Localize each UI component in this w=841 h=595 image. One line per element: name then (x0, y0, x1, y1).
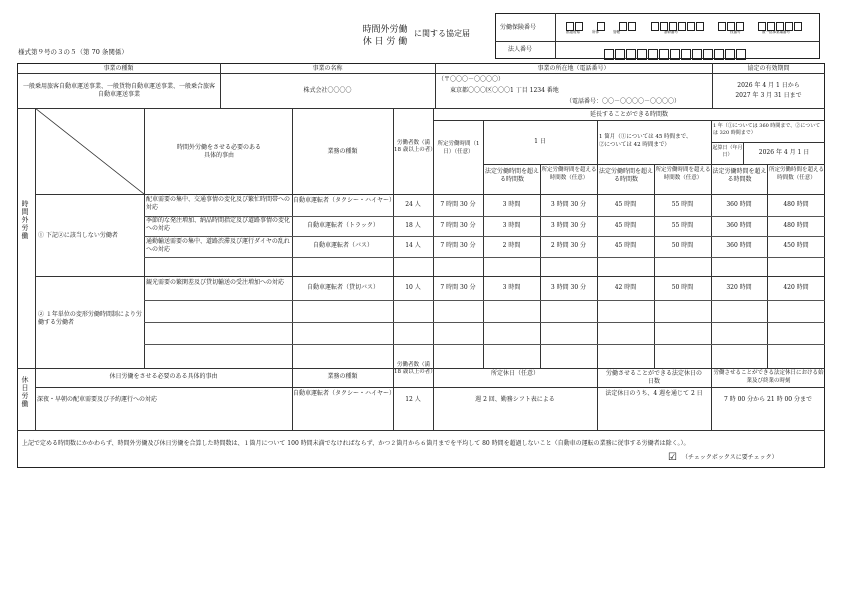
row1-statutory: 7 時間 30 分 (440, 201, 476, 208)
holiday-side-label: 休日労働 (21, 376, 29, 408)
row3-month-legal: 45 時間 (614, 242, 637, 249)
row4-month-sched: 50 時間 (671, 284, 694, 291)
row2-statutory: 7 時間 30 分 (440, 222, 476, 229)
header-business-address: 事業の所在地（電話番号） (537, 65, 610, 72)
title-line2: 休 日 労 働 (362, 37, 408, 47)
row2-day-legal: 3 時間 (502, 222, 521, 229)
row4-day-sched: 3 時間 30 分 (550, 284, 587, 291)
form-number: 様式第９号の３の５（第 70 条関係） (18, 48, 128, 56)
row2-month-sched: 55 時間 (671, 222, 694, 229)
valid-period-to: 2027 年 3 月 31 日まで (735, 92, 802, 99)
row1-year-sched: 480 時間 (783, 201, 809, 208)
row1-reason: 配車需要の集中、交通事情の変化及び繁忙時間帯への対応 (146, 196, 291, 211)
business-phone: （電話番号：〇〇－〇〇〇〇－〇〇〇〇） (566, 98, 681, 105)
holiday-times-value: 7 時 00 分から 21 時 00 分まで (723, 396, 813, 403)
insurance-sublabel-1: 都道府県 (566, 30, 580, 34)
extend-header: 延長することができる時間数 (589, 111, 668, 118)
row4-day-legal: 3 時間 (502, 284, 521, 291)
business-postal: （〒〇〇〇－〇〇〇〇） (438, 76, 505, 83)
row4-year-sched: 420 時間 (783, 284, 809, 291)
row2-workers: 18 人 (405, 222, 421, 229)
year-sub-legal: 法定労働時間を超える時間数 (712, 168, 767, 183)
row3-job: 自動車運転者（バス） (312, 242, 373, 249)
checkbox-note: （チェックボックスに要チェック） (682, 454, 778, 461)
row4-year-legal: 320 時間 (726, 284, 752, 291)
title-line1: 時間外労働 (362, 25, 408, 35)
row1-day-sched: 3 時間 30 分 (550, 201, 587, 208)
col-job-type: 業務の種類 (327, 148, 358, 155)
row3-year-sched: 450 時間 (783, 242, 809, 249)
group2-label: ② １年単位の変形労働時間制により労働する労働者 (38, 311, 142, 326)
row4-month-legal: 42 時間 (614, 284, 637, 291)
col-scheduled-holiday: 所定休日（任意） (490, 370, 539, 377)
holiday-job-value: 自動車運転者（タクシー・ハイヤー） (293, 390, 396, 397)
row1-job: 自動車運転者（タクシー・ハイヤー） (293, 197, 396, 204)
diagonal-line (35, 108, 144, 194)
row2-year-sched: 480 時間 (783, 222, 809, 229)
row1-day-legal: 3 時間 (502, 201, 521, 208)
valid-period-from: 2026 年 4 月 1 日から (737, 82, 800, 89)
corporate-number-label: 法人番号 (508, 46, 533, 53)
row1-month-sched: 55 時間 (671, 201, 694, 208)
col-holiday-times: 労働させることができる法定休日における始業及び終業の時刻 (713, 370, 824, 384)
row1-workers: 24 人 (405, 201, 421, 208)
holiday-schedule-value: 週 2 回、勤務シフト表による (475, 396, 555, 403)
col-holiday-workers: 労働者数（満 18 歳以上の者） (394, 362, 436, 375)
row3-reason: 通勤輸送需要の集中、道路渋滞及び運行ダイヤの乱れへの対応 (146, 238, 290, 253)
header-business-name: 事業の名称 (312, 65, 343, 72)
row1-month-legal: 45 時間 (614, 201, 637, 208)
row3-workers: 14 人 (405, 242, 421, 249)
title-suffix: に関する協定届 (414, 29, 470, 38)
group1-label: ① 下記②に該当しない労働者 (38, 232, 118, 239)
start-date-label: 起算日（年月日） (712, 145, 743, 158)
insurance-sublabel-4: 基幹番号 (664, 30, 678, 34)
insurance-sublabel-2: 所掌 (592, 30, 599, 34)
overtime-side-label: 時間外労働 (21, 200, 29, 240)
business-type-value: 一般乗用旅客自動車運送事業、一般貨物自動車運送事業、一般乗合旅客自動車運送事業 (22, 83, 215, 98)
footer-statement: 上記で定める時間数にかかわらず、時間外労働及び休日労働を合算した時間数は、１箇月について 100 時間未満でなければならず、かつ２箇月から６箇月までを平均して 80 時間を超過しないこと（自動車の運転の業務に従事する労働者は除く。）。 (22, 440, 690, 447)
confirmation-checkbox[interactable]: ☑ (668, 452, 677, 463)
row3-day-legal: 2 時間 (502, 242, 521, 249)
row2-year-legal: 360 時間 (726, 222, 752, 229)
row3-statutory: 7 時間 30 分 (440, 242, 476, 249)
col-holiday-job: 業務の種類 (327, 373, 358, 380)
row4-job: 自動車運転者（貸切バス） (306, 284, 379, 291)
holiday-days-value: 法定休日のうち、4 週を通じて 2 日 (605, 390, 703, 397)
year-sub-scheduled: 所定労働時間を超える時間数（任意） (768, 167, 824, 181)
insurance-number-label: 労働保険番号 (500, 24, 537, 31)
form-title (357, 24, 413, 48)
row4-reason: 観光需要の繁閑差及び貸切輸送の受注増加への対応 (146, 279, 285, 286)
day-sub-legal: 法定労働時間を超える時間数 (484, 168, 539, 183)
col-overtime-reason: 時間外労働をさせる必要のある具体的事由 (176, 144, 261, 159)
month-sub-scheduled: 所定労働時間を超える時間数（任意） (655, 167, 711, 181)
col-statutory-hours: 所定労働時間（1 日）（任意） (437, 141, 480, 155)
row4-statutory: 7 時間 30 分 (440, 284, 476, 291)
row3-year-legal: 360 時間 (726, 242, 752, 249)
insurance-sublabel-6: 被一括事業場番号 (762, 30, 790, 34)
row2-job: 自動車運転者（トラック） (307, 222, 379, 229)
row3-month-sched: 50 時間 (671, 242, 694, 249)
start-date-value: 2026 年 4 月 1 日 (758, 149, 810, 156)
insurance-sublabel-3: 管轄 (613, 30, 620, 34)
day-header: 1 日 (534, 138, 546, 145)
row2-day-sched: 3 時間 30 分 (550, 222, 587, 229)
row2-month-legal: 45 時間 (614, 222, 637, 229)
row1-year-legal: 360 時間 (726, 201, 752, 208)
insurance-sublabel-5: 枝番号 (730, 30, 741, 34)
year-header: 1 年（①については 360 時間まで、②については 320 時間まで） (713, 123, 821, 136)
row4-workers: 10 人 (405, 284, 421, 291)
month-sub-legal: 法定労働時間を超える時間数 (598, 168, 653, 183)
col-holiday-reason: 休日労働をさせる必要のある具体的事由 (109, 373, 218, 380)
business-address-value: 東京都〇〇〇区〇〇〇1 丁目 1234 番地 (450, 87, 559, 94)
header-business-type: 事業の種類 (103, 65, 134, 72)
corporate-number-boxes[interactable] (604, 44, 747, 63)
row3-day-sched: 2 時間 30 分 (550, 242, 587, 249)
month-header: 1 箇月（①については 45 時間まで、②については 42 時間まで） (599, 134, 692, 148)
col-holiday-days: 労働させることができる法定休日の日数 (605, 370, 702, 385)
col-worker-count: 労働者数（満 18 歳以上の者） (394, 140, 436, 153)
business-name-value: 株式会社〇〇〇〇 (303, 87, 352, 94)
day-sub-scheduled: 所定労働時間を超える時間数（任意） (541, 167, 597, 181)
holiday-workers-value: 12 人 (405, 396, 421, 403)
row2-reason: 季節的な発注増加、納品時間指定及び道路事情の変化への対応 (146, 217, 291, 232)
header-valid-period: 協定の有効期間 (747, 65, 790, 72)
holiday-reason-value: 深夜・早朝の配車需要及び予約運行への対応 (37, 396, 158, 403)
